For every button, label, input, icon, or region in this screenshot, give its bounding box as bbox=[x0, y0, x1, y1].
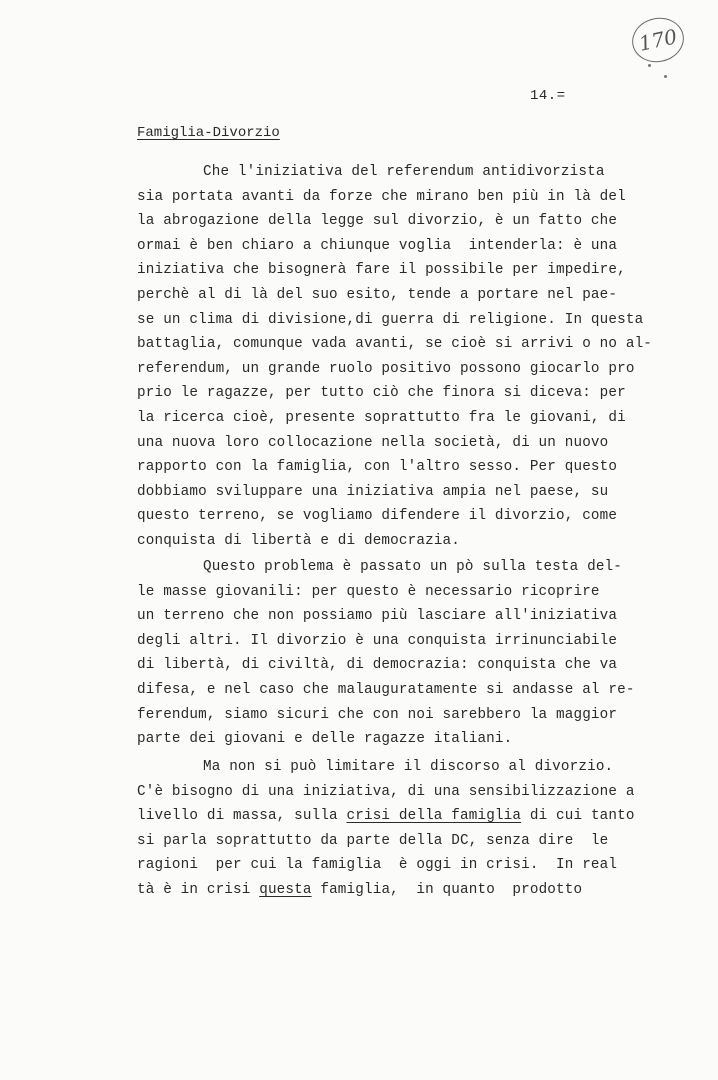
paragraph-1 bbox=[137, 160, 653, 554]
text-line: se un clima di divisione,di guerra di religione. In questa bbox=[137, 311, 644, 328]
paragraph-3 bbox=[137, 755, 635, 903]
text-line: Questo problema è passato un pò sulla testa del- bbox=[203, 559, 623, 575]
text-line: conquista di libertà e di democrazia. bbox=[137, 532, 460, 549]
text-line: la ricerca cioè, presente soprattutto fra le giovani, di bbox=[137, 409, 626, 426]
text-segment: di cui tanto bbox=[521, 808, 635, 825]
text-line: una nuova loro collocazione nella società, di un nuovo bbox=[137, 434, 609, 451]
ink-dot bbox=[664, 75, 667, 78]
text-line: ormai è ben chiaro a chiunque voglia intenderla: è una bbox=[137, 237, 618, 254]
text-segment: famiglia, in quanto prodotto bbox=[311, 881, 583, 898]
text-line: ferendum, siamo sicuri che con noi sarebbero la maggior bbox=[137, 706, 618, 723]
text-line: battaglia, comunque vada avanti, se cioè si arrivi o no al- bbox=[137, 336, 653, 353]
archive-stamp bbox=[628, 13, 688, 67]
text-line bbox=[137, 878, 627, 903]
text-line: le masse giovanili: per questo è necessario ricoprire bbox=[137, 583, 600, 600]
text-line: ragioni per cui la famiglia è oggi in crisi. In real bbox=[137, 857, 618, 874]
archive-stamp-number: 170 bbox=[636, 24, 680, 56]
text-line: degli altri. Il divorzio è una conquista irrinunciabile bbox=[137, 632, 618, 649]
underlined-phrase: crisi della famiglia bbox=[346, 808, 522, 825]
text-line: parte dei giovani e delle ragazze italiani. bbox=[137, 731, 513, 748]
page-number: 14.= bbox=[530, 88, 566, 104]
text-line: la abrogazione della legge sul divorzio, è un fatto che bbox=[137, 213, 618, 230]
text-line: questo terreno, se vogliamo difendere il divorzio, come bbox=[137, 508, 618, 525]
section-title: Famiglia-Divorzio bbox=[137, 125, 280, 141]
text-line: Che l'iniziativa del referendum antidivorzista bbox=[203, 164, 605, 180]
text-line: rapporto con la famiglia, con l'altro sesso. Per questo bbox=[137, 459, 618, 476]
text-line: dobbiamo sviluppare una iniziativa ampia nel paese, su bbox=[137, 483, 609, 500]
text-line: di libertà, di civiltà, di democrazia: conquista che va bbox=[137, 657, 618, 674]
text-line: difesa, e nel caso che malauguratamente si andasse al re- bbox=[137, 681, 635, 698]
text-segment: tà è in crisi bbox=[137, 881, 260, 898]
text-line: referendum, un grande ruolo positivo possono giocarlo pro bbox=[137, 360, 635, 377]
text-line: iniziativa che bisognerà fare il possibile per impedire, bbox=[137, 262, 626, 279]
text-line: un terreno che non possiamo più lasciare all'iniziativa bbox=[137, 608, 618, 625]
text-line: C'è bisogno di una iniziativa, di una sensibilizzazione a bbox=[137, 783, 635, 800]
text-line: perchè al di là del suo esito, tende a portare nel pae- bbox=[137, 286, 618, 303]
underlined-phrase: questa bbox=[259, 881, 312, 898]
text-line: sia portata avanti da forze che mirano ben più in là del bbox=[137, 188, 626, 205]
text-line: prio le ragazze, per tutto ciò che finora si diceva: per bbox=[137, 385, 626, 402]
text-line bbox=[137, 804, 635, 829]
ink-dot bbox=[648, 64, 651, 67]
text-line: si parla soprattutto da parte della DC, senza dire le bbox=[137, 832, 609, 849]
paragraph-2 bbox=[137, 555, 635, 752]
text-segment: livello di massa, sulla bbox=[137, 808, 347, 825]
text-line: Ma non si può limitare il discorso al divorzio. bbox=[203, 759, 614, 775]
